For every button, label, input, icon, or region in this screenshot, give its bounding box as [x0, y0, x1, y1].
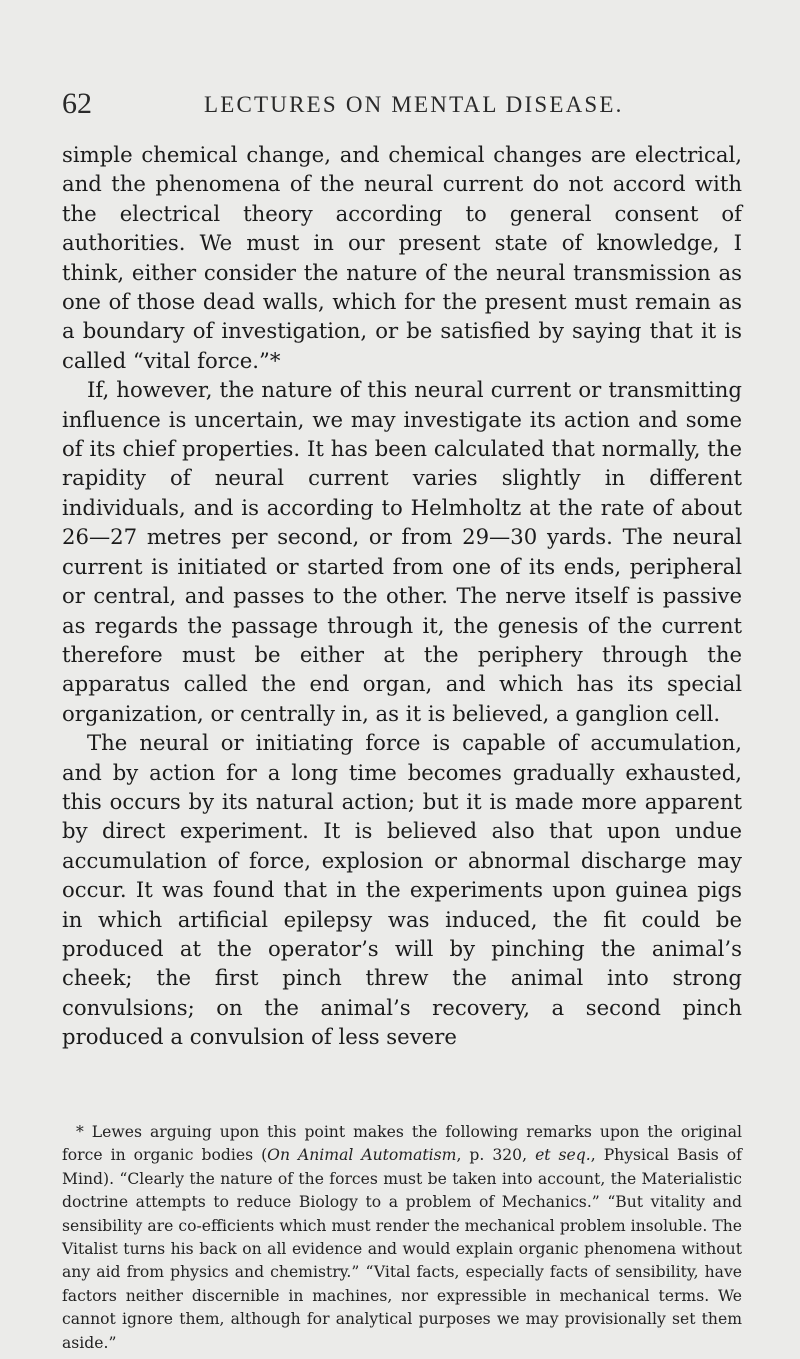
footnote-rest: , Physical Basis of Mind). “Clearly the nature of the forces must be taken into account, the Materialistic doctrine attempts to reduce Biology to a problem of Mechanics.” “But vitality and sensibility are co-efficients which must render the mechanical problem insoluble. The Vitalist turns his back on all evidence and would explain organic phenomena without any aid from physics and chemistry.” “Vital facts, especially facts of sensibility, have factors neither discernible in machines, nor expressible in mechanical terms. We cannot ignore them, although for analytical purposes we may provisionally set them aside.”: [62, 1146, 742, 1352]
body-text: [62, 140, 742, 1052]
paragraph-3: The neural or initiating force is capable of accumulation, and by action for a long time becomes gradually exhausted, this occurs by its natural action; but it is made more apparent by direct experiment. It is believed also that upon undue accumulation of force, explosion or abnormal discharge may occur. It was found that in the experiments upon guinea pigs in which artificial epilepsy was induced, the fit could be produced at the operator’s will by pinching the animal’s cheek; the first pinch threw the animal into strong convulsions; on the animal’s recovery, a second pinch produced a convulsion of less severe: [62, 730, 742, 1050]
page-header: [62, 86, 742, 126]
footnote-mid: , p. 320,: [456, 1146, 536, 1165]
page-number: 62: [62, 87, 92, 120]
footnote-marker: *: [76, 1123, 84, 1141]
running-head: LECTURES ON MENTAL DISEASE.: [204, 92, 624, 117]
footnote: [62, 1121, 742, 1355]
footnote-italic-etseq: et seq.: [535, 1146, 591, 1165]
footnotes: [62, 1121, 742, 1355]
footnote-italic-title: On Animal Automatism: [267, 1146, 457, 1165]
paragraph-2: If, however, the nature of this neural current or transmitting influence is uncertain, we may investigate its action and some of its chief properties. It has been calculated that normally, the rapidity of neural current varies slightly in different individuals, and is according to Helmholtz at the rate of about 26—27 metres per second, or from 29—30 yards. The neural current is initiated or started from one of its ends, peripheral or central, and passes to the other. The nerve itself is passive as regards the passage through it, the genesis of the current therefore must be either at the periphery through the apparatus called the end organ, and which has its special organization, or centrally in, as it is believed, a ganglion cell.: [62, 377, 742, 726]
paragraph-1: simple chemical change, and chemical changes are electrical, and the phenomena of the neural current do not accord with the electrical theory according to general consent of authorities. We must in our present state of knowledge, I think, either consider the nature of the neural transmission as one of those dead walls, which for the present must remain as a boundary of investigation, or be satisfied by saying that it is called “vital force.”*: [62, 142, 742, 373]
footnote-lead: Lewes arguing upon this point makes the following remarks upon the original force in organic bodies (: [62, 1123, 743, 1165]
